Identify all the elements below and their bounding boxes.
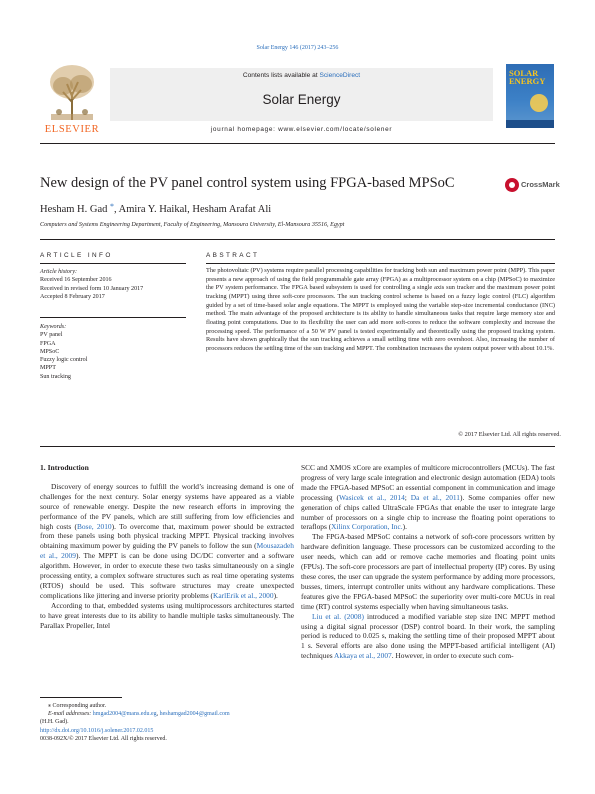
issn-line: 0038-092X/© 2017 Elsevier Ltd. All rights reserved. [40,736,167,742]
citation-link[interactable]: Xilinx Corporation, Inc. [331,522,403,532]
citation-link[interactable]: Wasicek et al., 2014 [339,492,405,502]
cover-title-line2: ENERGY [509,76,546,86]
section-heading-introduction: 1. Introduction [40,463,89,472]
history-revised: Received in revised form 10 January 2017 [40,285,144,292]
text-run: ). The MPPT is can be done using DC/DC converter and a software algorithm. However, in order to execute these two tasks simultaneously on a single processing entity, a complex software structures such as real time operating systems (RTOS) should be used. This software structures may create unexpected complications like jittering and inverse priority problems ( [40,551,294,600]
corresponding-author-marker[interactable]: * [109,202,114,211]
text-run: ). [402,522,407,532]
citation-link[interactable]: Bose, 2010 [76,521,112,531]
footnote-divider [40,697,122,698]
crossmark-label: CrossMark [521,180,560,189]
body-column-right [301,463,555,661]
contents-prefix: Contents lists available at [242,72,320,79]
contents-line [110,72,493,79]
journal-cover-thumbnail [506,64,554,128]
keyword-item: FPGA [40,340,56,347]
title-divider [40,239,555,240]
corresponding-author-note: ⁎ Corresponding author. [48,703,107,709]
keyword-item: Sun tracking [40,373,71,380]
crossmark-icon [505,178,519,192]
author-initials: (H.H. Gad). [40,719,69,725]
body-column-left [40,463,294,631]
text-run: , [156,711,160,717]
masthead-divider [40,143,555,144]
paper-title: New design of the PV panel control system using FPGA-based MPSoC [40,175,455,191]
abstract-copyright: © 2017 Elsevier Ltd. All rights reserved. [458,431,561,438]
history-received: Received 16 September 2016 [40,277,112,284]
author-list [40,202,271,215]
history-label: Article history: [40,269,78,275]
crossmark-badge[interactable] [505,178,567,194]
article-history [40,268,190,301]
keywords-label: Keywords: [40,324,67,330]
text-run: ). [273,590,278,600]
body-paragraph [301,463,555,532]
cover-footer-band [506,120,554,128]
text-run: ; [404,492,411,502]
keyword-item: MPPT [40,365,56,372]
email-link[interactable]: hmgad2004@mans.edu.eg [92,711,157,717]
keywords-list [40,323,190,381]
elsevier-logo [41,62,103,140]
keyword-item: Fuzzy logic control [40,357,88,364]
citation-link[interactable]: Akkaya et al., 2007 [334,651,392,661]
email-link[interactable]: heshamgad2004@gmail.com [159,711,230,717]
footnote [40,702,294,726]
keyword-item: MPSoC [40,348,60,355]
body-paragraph: The FPGA-based MPSoC contains a network of soft-core processors written by hardware definition language. These processors can be customized according to the user needs, which can add or remove cache memories and floating point units (FPUs). The soft-core processors are part of intellectual property (IP) cores. By using these cores, the user can upgrade the system performance by adding more processors, busses, timers, interrupt controller units without any hardware complications. These features give the FPGA-based MPSoC the superiority over multi-core MCUs in real time (RT) control systems especially when having simultaneous tasks. [301,532,555,611]
text-run: introduced a modified variable step size INC MPPT method using a digital signal processor (DSP) control board. In their work, the sampling period is reduced to 0.025 s, making the settling time of their proposed MPPT about 1 s. Several efforts are also done using the MPPT-based artificial intelligent (AI) techniques [301,611,555,661]
body-paragraph [40,482,294,601]
first-author: Hesham H. Gad [40,204,108,215]
citation-link[interactable]: Mousazadeh et al., 2009 [40,541,294,561]
history-accepted: Accepted 8 February 2017 [40,293,105,300]
text-run: Discovery of energy sources to fulfill the world’s increasing demand is one of challenges for the next century. Solar energy systems have appeared as a viable source of renewable energy. Despite the new research efforts in improving the performance of the PV panels, which are still suffering from low efficiencies and high costs ( [40,481,294,531]
journal-homepage[interactable]: journal homepage: www.elsevier.com/locate/solener [210,126,393,133]
text-run: . However, in order to execute such com- [391,651,514,661]
sciencedirect-link[interactable]: ScienceDirect [319,72,361,79]
email-label: E-mail addresses: [48,711,93,717]
email-line [40,710,294,718]
doi-block [40,727,167,743]
doi-link[interactable]: http://dx.doi.org/10.1016/j.solener.2017.02.015 [40,728,154,734]
text-run: ). Some companies offer new generation of chips called UltraScale FPGAs that enable the user to integrate large number of processors on a single chip to increase the floating point operations to teraflops ( [301,492,555,532]
affiliation: Computers and Systems Engineering Department, Faculty of Engineering, Mansoura University, El-Mansoura 35516, Egypt [40,222,345,228]
keywords-divider [40,317,186,318]
body-paragraph: According to that, embedded systems using multiprocessors architectures started to have great interests due to its ability to handle multiple tasks simultaneously. The Parallax Propeller, Intel [40,600,294,630]
citation-link[interactable]: KarlErik et al., 2000 [213,590,274,600]
other-authors: , Amira Y. Haikal, Hesham Arafat Ali [113,204,272,215]
journal-reference[interactable]: Solar Energy 146 (2017) 243–256 [256,45,339,51]
article-info-divider [40,263,186,264]
journal-title: Solar Energy [262,92,341,107]
text-run: SCC and XMOS xCore are examples of multicore microcontrollers (MCUs). The fast progress of very large scale integration and electronic design automation (EDA) tools made the FPGA-based MPSoC an essential component in communication and image processing ( [301,463,555,502]
cover-sun-graphic [530,94,548,112]
abstract-heading: ABSTRACT [206,252,260,259]
citation-link[interactable]: Da et al., 2011 [410,492,461,502]
keyword-item: PV panel [40,332,63,339]
cover-title-line1: SOLAR [509,68,539,78]
abstract-text: The photovoltaic (PV) systems require parallel processing capabilities for tracking both sun and maximum power point (MPP). This paper presents a new approach of using the field programmable gate array (FPGA) as a multiprocessor system on a chip (MPSoC) to maximize the PV system performance. The FPGA based subsystem is used for controlling a single axis sun tracker and the maximum power point tracking (MPPT) using three soft-core processors. The sun tracking control scheme is based on a fuzzy logic control (FLC) algorithm guided by a set of time-based solar angle equations. The MPPT is employed using the variable step-size incremental conductance (INC) method. The main advantage of the proposed architecture is its ability to handle simultaneous tasks that require large memory size and floating point computations. Due to its flexibility the user can add more soft-cores to reduce the software complexity and increase the processing speed. The performance of a 50 W PV panel is tested experimentally and theoretically using the proposed tracking system. Results have shown graphically that the sun tracking achieves a small settling time with zero overshoot. Also, increasing the number of processors reduces the settling time of the sun tracking and MPPT. The combination increases the system output power with about 10.1%. [206,267,555,352]
body-paragraph [301,612,555,662]
citation-link[interactable]: Liu et al. (2008) [312,611,364,621]
abstract-end-divider [40,446,555,447]
elsevier-tree-icon [45,62,99,122]
text-run: ). To overcome that, maximum power should be extracted from these panels using both physical tracking MPPT. Physical tracking involves obtaining maximum power by guiding the PV panels to follow the sun ( [40,521,294,551]
article-info-heading: ARTICLE INFO [40,252,113,259]
abstract-divider [206,263,555,264]
publisher-name: ELSEVIER [44,124,100,135]
